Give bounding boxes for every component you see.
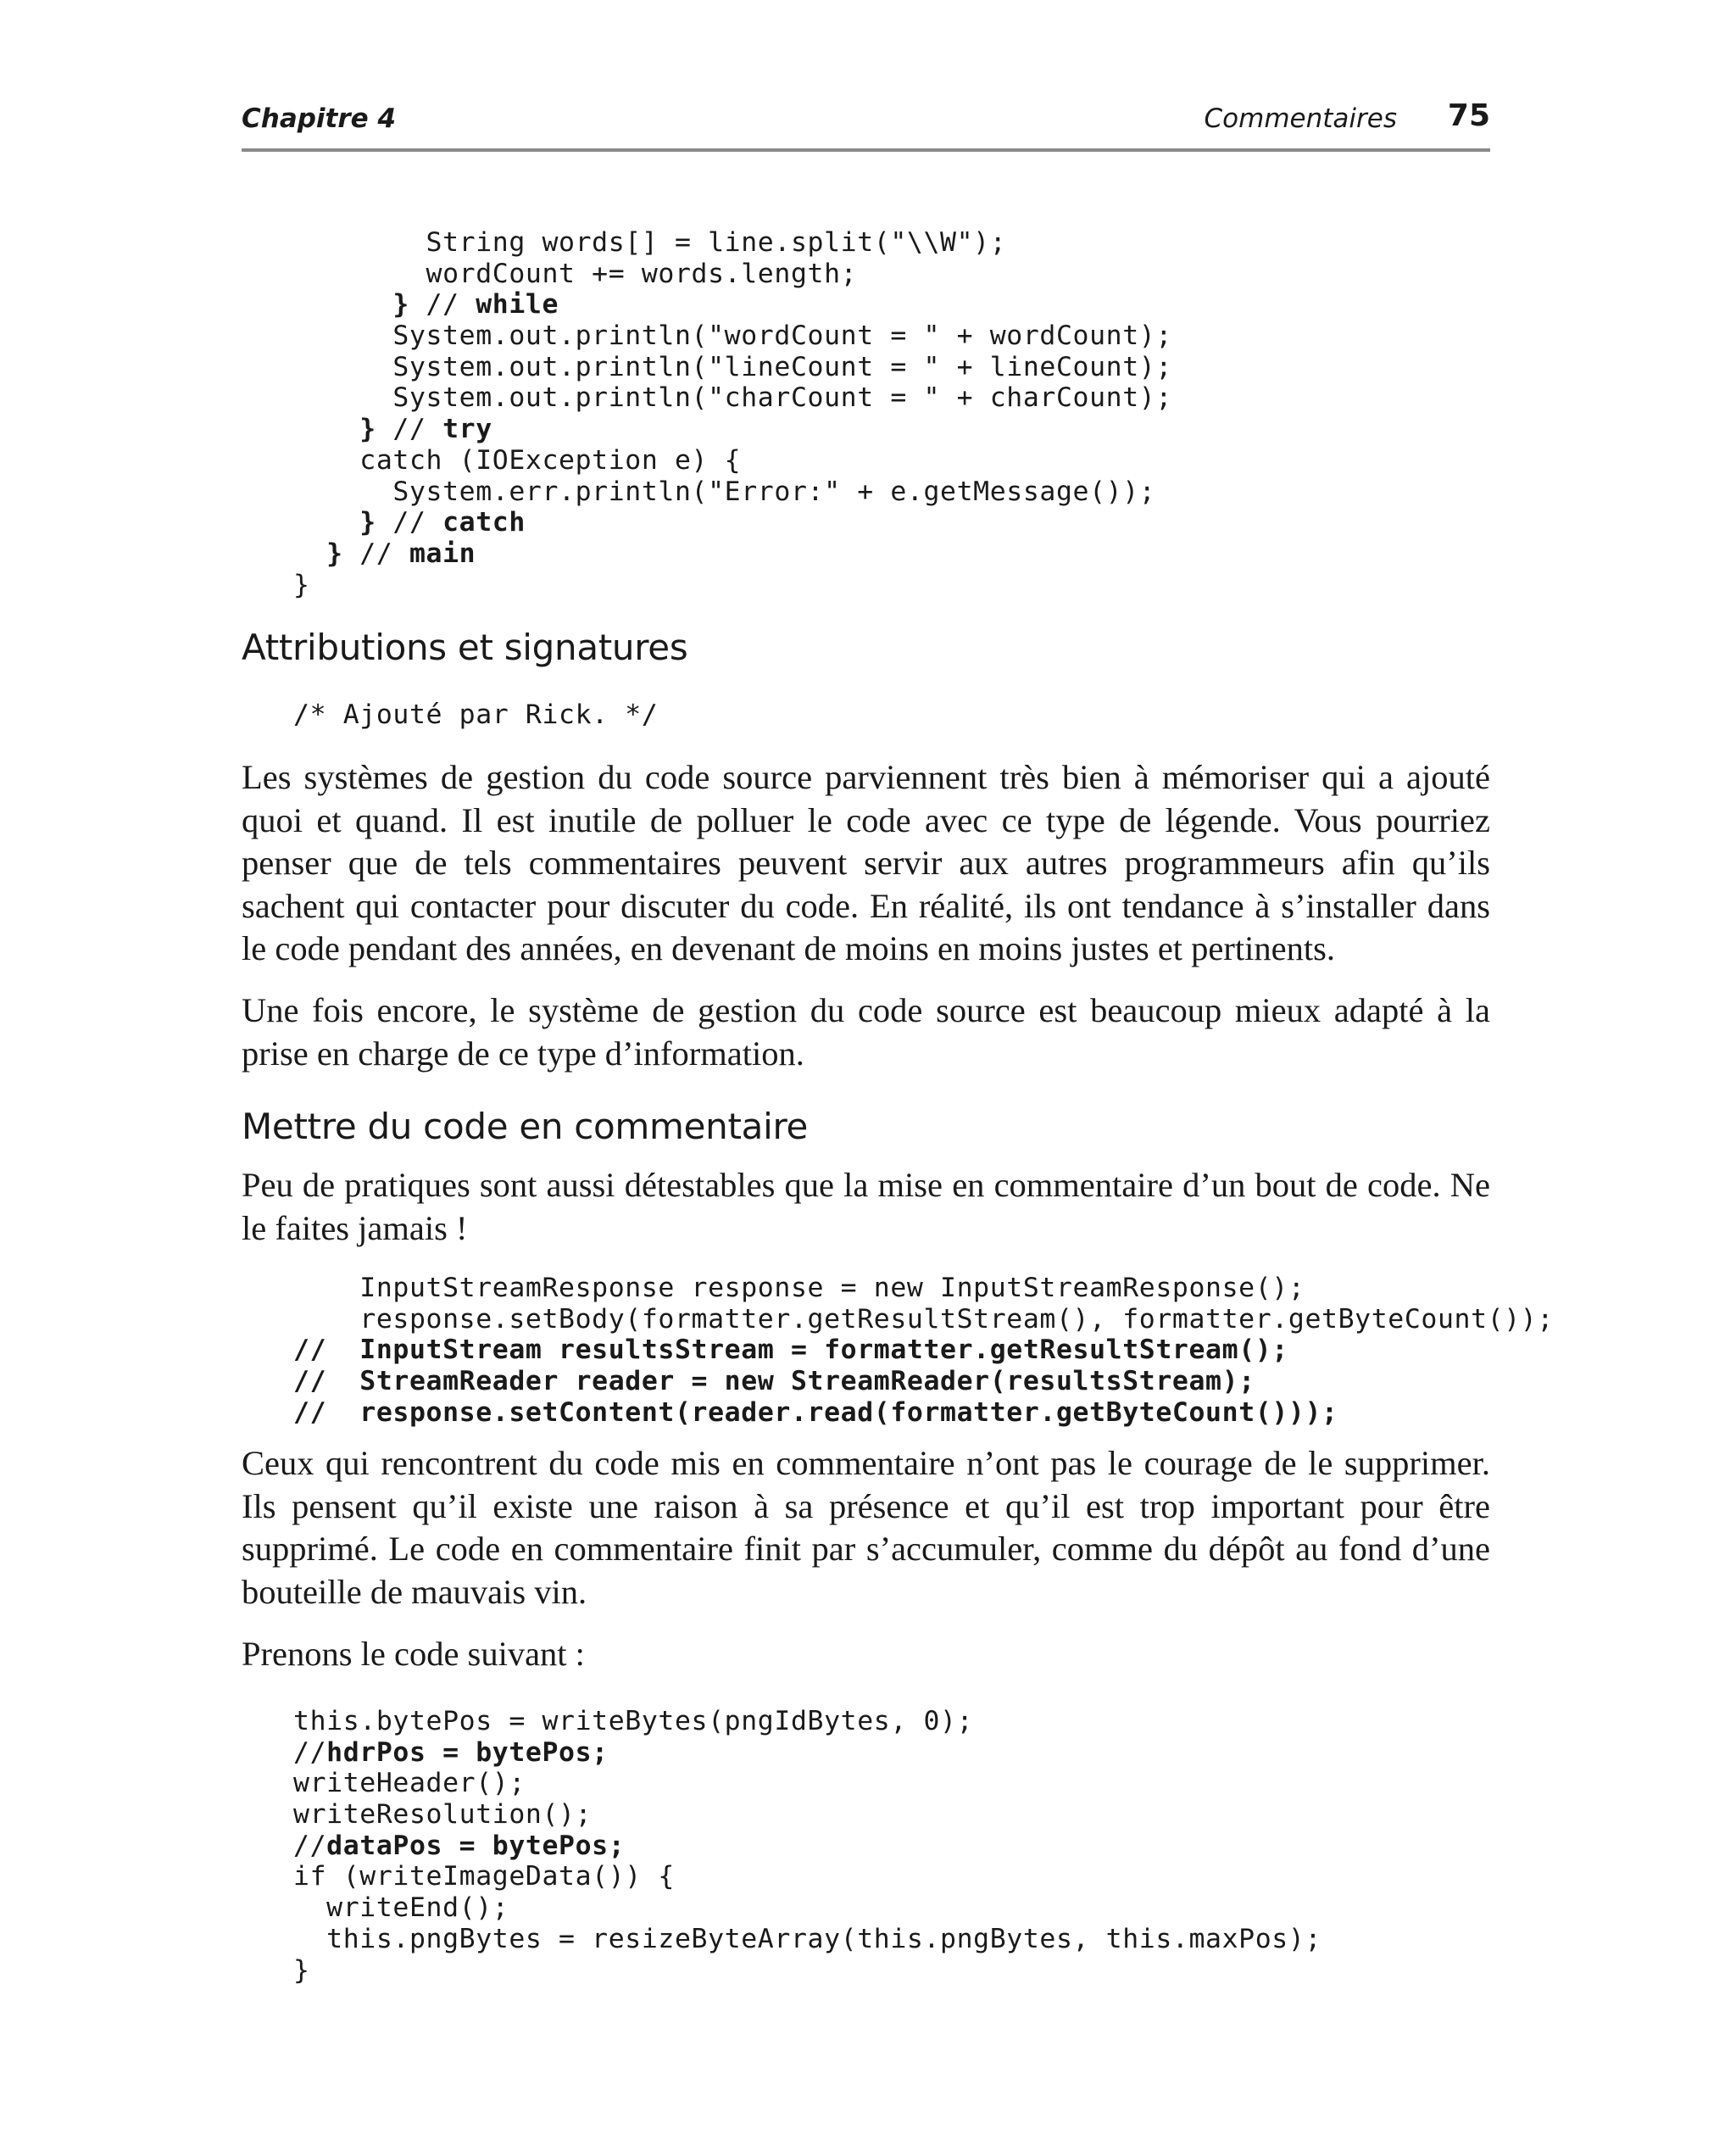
code-segment: writeResolution(); — [293, 1799, 593, 1831]
code-bold-segment: try — [442, 414, 492, 445]
code-line — [293, 1397, 1554, 1429]
code-segment: wordCount += words.length; — [293, 258, 858, 289]
code-line — [293, 1335, 1554, 1366]
code-line — [293, 1924, 1321, 1955]
header-rule — [242, 148, 1490, 152]
code-segment: this.pngBytes = resizeByteArray(this.pngBytes, this.maxPos); — [293, 1923, 1322, 1954]
code-line — [293, 1955, 1321, 1987]
code-line — [293, 1273, 1554, 1304]
code-line — [293, 445, 1172, 476]
code-segment: System.out.println("lineCount = " + lineCount); — [293, 351, 1172, 382]
code-line — [293, 1706, 1321, 1737]
code-line — [293, 699, 658, 731]
code-segment: writeHeader(); — [293, 1768, 526, 1799]
code-line — [293, 382, 1172, 414]
paragraph-following-code: Prenons le code suivant : — [242, 1635, 585, 1673]
code-line — [293, 1892, 1321, 1924]
section-heading-attributions: Attributions et signatures — [242, 627, 688, 668]
code-block-commented-out — [293, 1273, 1554, 1428]
paragraph-source-control: Les systèmes de gestion du code source parviennent très bien à mémoriser qui a ajouté quoi et quand. Il est inutile de polluer le code avec ce type de légende. Vous pourriez penser que de tels commentaires peuvent servir aux autres programmeurs afin qu’ils sachent qui contacter pour discuter du code. En réalité, ils ont tendance à s’installer dans le code pendant des années, en devenant de moins en moins justes et pertinents. — [242, 758, 1490, 967]
paragraph-never-comment-code: Peu de pratiques sont aussi détestables que la mise en commentaire d’un bout de code. Ne le faites jamais ! — [242, 1166, 1490, 1247]
code-line — [293, 289, 1172, 320]
code-segment: InputStreamResponse response = new InputStreamResponse(); — [293, 1273, 1305, 1303]
code-bold-segment: response.setContent(reader.read(formatter.getByteCount())); — [359, 1396, 1338, 1428]
code-segment: System.err.println("Error:" + e.getMessage()); — [293, 476, 1156, 507]
code-line — [293, 320, 1172, 352]
code-bold-segment: // — [293, 1396, 360, 1428]
code-bold-segment: } — [326, 538, 343, 569]
code-segment — [293, 414, 359, 444]
code-segment — [293, 538, 326, 569]
code-segment: System.out.println("wordCount = " + wordCount); — [293, 320, 1172, 352]
code-segment: // — [376, 414, 443, 445]
code-segment: /* Ajouté par Rick. */ — [293, 699, 659, 730]
code-bold-segment: } — [359, 414, 376, 445]
code-bold-segment: main — [409, 538, 476, 569]
code-segment: catch (IOException e) { — [293, 444, 742, 476]
code-segment — [293, 507, 359, 538]
code-line — [293, 507, 1172, 538]
code-segment: // — [409, 289, 476, 320]
code-line — [293, 476, 1172, 508]
code-line — [293, 1304, 1554, 1335]
code-line — [293, 1366, 1554, 1397]
code-bold-segment: hdrPos = bytePos; — [326, 1736, 609, 1768]
code-line — [293, 1861, 1321, 1892]
code-segment: // — [293, 1736, 327, 1768]
code-line — [293, 227, 1172, 259]
paragraph-commented-code-accumulates: Ceux qui rencontrent du code mis en commentaire n’ont pas le courage de le supprimer. Ils pensent qu’il existe une raison à sa présence et qu’il est trop important pour être supprimé. Le code en commentaire finit par s’accumuler, comme du dépôt au fond d’une bouteille de mauvais vin. — [242, 1444, 1490, 1611]
running-header — [242, 98, 1490, 141]
code-segment — [293, 289, 392, 320]
chapter-label: Chapitre 4 — [242, 103, 397, 134]
code-segment: // — [376, 507, 443, 538]
code-segment: String words[] = line.split("\\W"); — [293, 227, 1007, 258]
section-label: Commentaires — [1204, 103, 1397, 134]
code-line — [293, 538, 1172, 570]
code-segment: } — [293, 569, 310, 600]
code-segment: if (writeImageData()) { — [293, 1861, 675, 1892]
code-bold-segment: while — [476, 289, 559, 320]
code-segment: // — [293, 1830, 327, 1861]
code-segment: } — [293, 1954, 310, 1986]
code-segment: // — [342, 538, 409, 569]
code-block-attribution-comment — [293, 699, 658, 731]
code-segment: this.bytePos = writeBytes(pngIdBytes, 0); — [293, 1706, 974, 1736]
section-heading-commented-code: Mettre du code en commentaire — [242, 1106, 809, 1147]
code-line — [293, 1737, 1321, 1769]
code-bold-segment: catch — [442, 507, 526, 538]
page-number: 75 — [1447, 98, 1490, 133]
code-block-word-count — [293, 227, 1172, 600]
code-line — [293, 259, 1172, 290]
code-segment: response.setBody(formatter.getResultStream(), formatter.getByteCount()); — [293, 1303, 1554, 1335]
code-block-png-writer — [293, 1706, 1321, 1986]
code-line — [293, 1799, 1321, 1831]
code-bold-segment: // — [293, 1335, 360, 1366]
code-bold-segment: } — [392, 289, 409, 320]
code-bold-segment: // — [293, 1366, 360, 1397]
code-line — [293, 352, 1172, 383]
paragraph-source-control-again: Une fois encore, le système de gestion du code source est beaucoup mieux adapté à la prise en charge de ce type d’information. — [242, 991, 1490, 1073]
code-line — [293, 1768, 1321, 1799]
code-bold-segment: dataPos = bytePos; — [326, 1830, 626, 1861]
code-line — [293, 414, 1172, 445]
code-bold-segment: StreamReader reader = new StreamReader(resultsStream); — [359, 1366, 1255, 1397]
code-line — [293, 570, 1172, 601]
code-segment: System.out.println("charCount = " + charCount); — [293, 382, 1172, 414]
code-segment: writeEnd(); — [293, 1892, 509, 1924]
code-bold-segment: } — [359, 507, 376, 538]
code-line — [293, 1831, 1321, 1862]
code-bold-segment: InputStream resultsStream = formatter.getResultStream(); — [359, 1335, 1288, 1366]
